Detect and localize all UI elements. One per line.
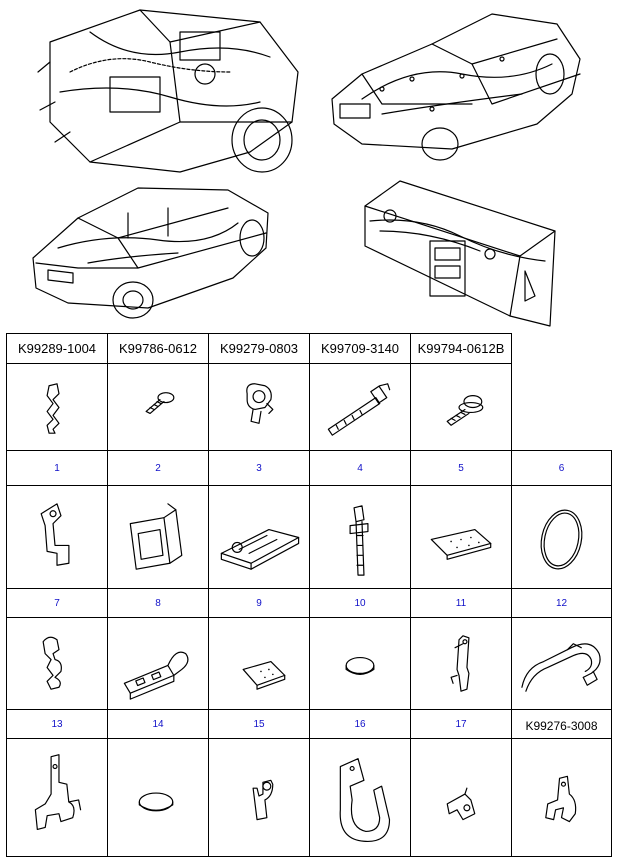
part-image-cell — [309, 363, 411, 452]
harness-clip-icon — [512, 739, 611, 856]
part-index-cell — [6, 588, 108, 619]
protector-cover-icon — [209, 486, 309, 589]
front-sedan-wiring-illustration — [28, 178, 273, 328]
part-index-cell — [309, 588, 411, 619]
part-index-cell — [511, 588, 612, 619]
small-bracket-icon — [411, 739, 511, 856]
harness-clamp-icon — [108, 618, 208, 710]
part-index: 15 — [253, 719, 265, 730]
part-index: 1 — [54, 463, 60, 474]
connector-housing-icon — [108, 486, 208, 589]
part-index-cell — [309, 709, 411, 740]
part-index: 10 — [354, 598, 366, 609]
part-image-cell — [410, 363, 512, 452]
part-index-cell — [208, 450, 310, 487]
image-row-2 — [6, 485, 612, 589]
part-index: 11 — [455, 598, 467, 609]
oval-gasket-icon — [512, 486, 611, 589]
cable-tie-clip-icon — [310, 486, 410, 589]
part-number-cell — [107, 333, 209, 364]
part-image-cell — [107, 485, 209, 590]
dashboard-wiring-illustration — [360, 176, 560, 331]
part-image-cell — [410, 738, 512, 857]
oval-grommet-icon — [108, 739, 208, 856]
hook-clip-icon — [7, 618, 107, 710]
part-number-cell — [6, 333, 108, 364]
part-index: 13 — [51, 719, 63, 730]
part-image-cell — [208, 363, 310, 452]
part-index: 5 — [458, 463, 464, 474]
part-image-cell — [410, 617, 512, 711]
part-index: 12 — [555, 598, 568, 609]
part-index-cell — [107, 588, 209, 619]
screw-icon — [108, 364, 208, 451]
part-image-cell — [410, 485, 512, 590]
clip-bracket-icon — [411, 618, 511, 710]
part-image-cell — [107, 738, 209, 857]
part-index: 4 — [357, 463, 363, 474]
part-number-cell — [309, 333, 411, 364]
part-index-cell — [410, 588, 512, 619]
foam-pad-icon — [411, 486, 511, 589]
part-index-cell — [107, 709, 209, 740]
parts-table — [6, 333, 612, 857]
part-image-cell — [511, 738, 612, 857]
part-image-cell — [309, 485, 411, 590]
part-index-cell — [410, 709, 512, 740]
part-image-cell — [107, 617, 209, 711]
part-number-label: K99709-3140 — [320, 341, 400, 356]
rear-sedan-wiring-illustration — [322, 4, 587, 164]
part-index-cell — [6, 450, 108, 487]
cable-saddle-icon — [310, 739, 410, 856]
number-row-3 — [6, 709, 612, 739]
part-number-label: K99289-1004 — [17, 341, 97, 356]
part-index: 16 — [354, 719, 366, 730]
part-index-cell — [511, 450, 612, 487]
bracket-icon — [7, 486, 107, 589]
part-number-label: K99794-0612B — [417, 341, 505, 356]
part-image-cell — [6, 363, 108, 452]
part-index-cell — [107, 450, 209, 487]
part-index: 2 — [155, 463, 161, 474]
part-index: 14 — [152, 719, 164, 730]
l-bracket-icon — [209, 739, 309, 856]
part-index: 6 — [558, 463, 565, 474]
image-row-4 — [6, 738, 612, 857]
part-number-label: K99276-3008 — [525, 719, 598, 733]
wavy-clip-icon — [7, 364, 107, 451]
part-image-cell — [511, 485, 612, 590]
part-image-cell — [309, 738, 411, 857]
part-image-cell — [309, 617, 411, 711]
image-row-1 — [6, 363, 512, 451]
part-image-cell — [107, 363, 209, 452]
part-number-cell — [208, 333, 310, 364]
part-index: 17 — [455, 719, 467, 730]
flange-bolt-icon — [411, 364, 511, 451]
part-index: 3 — [256, 463, 262, 474]
part-image-cell — [6, 738, 108, 857]
mounting-bracket-icon — [7, 739, 107, 856]
round-plug-icon — [310, 618, 410, 710]
cable-tie-icon — [310, 364, 410, 451]
part-index: 7 — [54, 598, 60, 609]
part-image-cell — [6, 617, 108, 711]
part-index-cell — [208, 588, 310, 619]
part-index: 9 — [256, 598, 262, 609]
part-number-label: K99279-0803 — [219, 341, 299, 356]
part-image-cell — [208, 738, 310, 857]
number-row-2 — [6, 588, 612, 618]
part-image-cell — [6, 485, 108, 590]
part-image-cell — [511, 617, 612, 711]
foam-pad-icon — [209, 618, 309, 710]
part-index: 8 — [155, 598, 161, 609]
engine-bay-wiring-illustration — [30, 2, 310, 180]
cable-clip-icon — [209, 364, 309, 451]
band-clamp-icon — [512, 618, 611, 710]
number-row-1 — [6, 450, 612, 486]
part-index-cell — [6, 709, 108, 740]
part-index-cell — [309, 450, 411, 487]
part-number-label: K99786-0612 — [118, 341, 198, 356]
part-number-cell — [410, 333, 512, 364]
header-row — [6, 333, 512, 363]
part-image-cell — [208, 617, 310, 711]
part-index-cell — [410, 450, 512, 487]
part-index-cell — [208, 709, 310, 740]
part-image-cell — [208, 485, 310, 590]
part-number-cell — [511, 709, 612, 740]
image-row-3 — [6, 617, 612, 710]
